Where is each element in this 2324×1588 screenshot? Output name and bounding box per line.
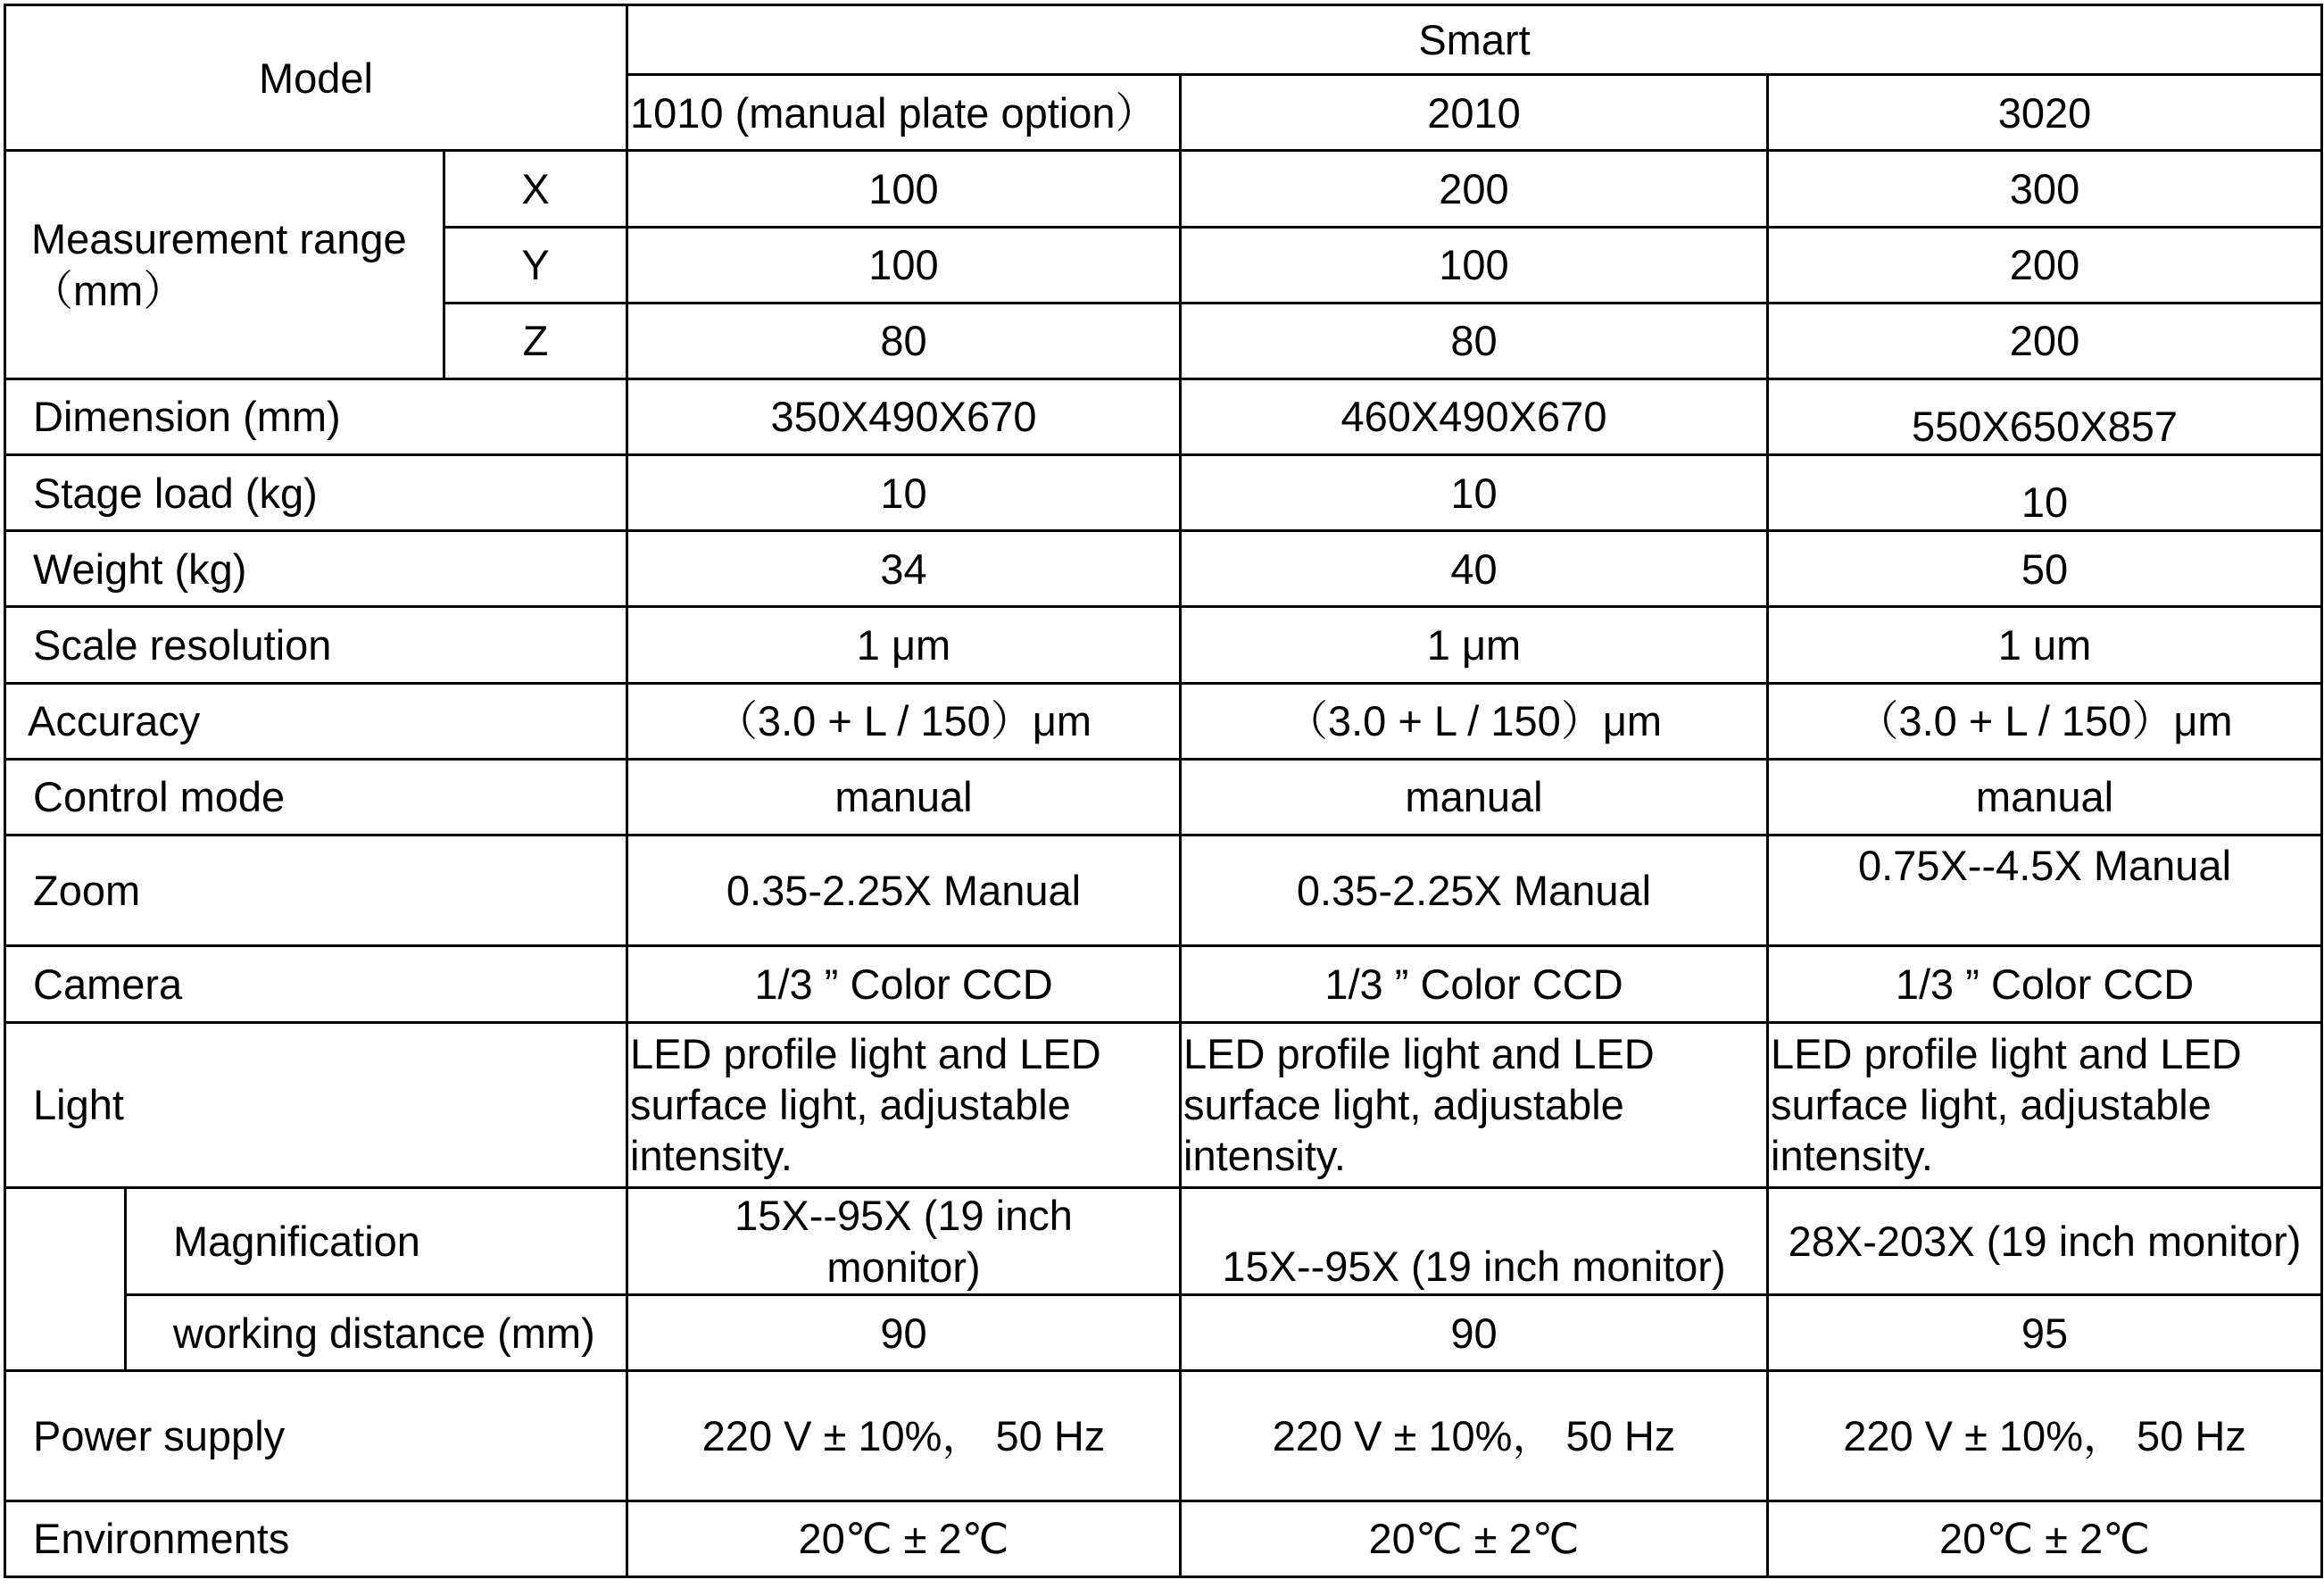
table-row bbox=[5, 1022, 2322, 1187]
model-3020-cell: 3020 bbox=[1768, 75, 2322, 151]
table-cell: （3.0 + L / 150）μm bbox=[1181, 683, 1768, 759]
table-row bbox=[5, 1501, 2322, 1576]
model-2010-cell: 2010 bbox=[1181, 75, 1768, 151]
table-cell: 95 bbox=[1768, 1295, 2322, 1371]
table-cell: 1 μm bbox=[627, 607, 1181, 683]
model-header-cell: Model bbox=[5, 5, 627, 151]
row-label: Camera bbox=[5, 946, 627, 1022]
table-cell: 1 μm bbox=[1181, 607, 1768, 683]
table-row bbox=[5, 455, 2322, 531]
table-cell: 10 bbox=[627, 455, 1181, 531]
table-cell: 15X--95X (19 inch monitor) bbox=[627, 1187, 1181, 1294]
table-cell: 200 bbox=[1768, 303, 2322, 378]
table-cell: 20℃ ± 2℃ bbox=[627, 1501, 1181, 1576]
header-row-series bbox=[5, 5, 2322, 75]
table-cell: （3.0 + L / 150）μm bbox=[627, 683, 1181, 759]
table-cell: 50 bbox=[1768, 531, 2322, 607]
axis-y-label: Y bbox=[444, 227, 627, 303]
table-row bbox=[5, 759, 2322, 835]
table-cell: 350X490X670 bbox=[627, 378, 1181, 454]
table-cell: manual bbox=[1181, 759, 1768, 835]
table-cell: 0.35-2.25X Manual bbox=[1181, 836, 1768, 946]
table-cell: 300 bbox=[1768, 151, 2322, 227]
table-cell: 80 bbox=[1181, 303, 1768, 378]
row-label: Accuracy bbox=[5, 683, 627, 759]
table-cell: 20℃ ± 2℃ bbox=[1181, 1501, 1768, 1576]
table-row bbox=[5, 531, 2322, 607]
table-row bbox=[5, 1295, 2322, 1371]
row-label: working distance (mm) bbox=[126, 1295, 627, 1371]
row-label: Control mode bbox=[5, 759, 627, 835]
axis-x-label: X bbox=[444, 151, 627, 227]
table-cell: 1/3 ” Color CCD bbox=[1181, 946, 1768, 1022]
table-row bbox=[5, 1187, 2322, 1294]
row-label: Environments bbox=[5, 1501, 627, 1576]
table-cell: manual bbox=[1768, 759, 2322, 835]
table-cell: 80 bbox=[627, 303, 1181, 378]
table-cell: 550X650X857 bbox=[1768, 378, 2322, 454]
optics-group-cell bbox=[5, 1187, 126, 1370]
table-cell: 15X--95X (19 inch monitor) bbox=[1181, 1187, 1768, 1294]
table-cell: 200 bbox=[1768, 227, 2322, 303]
model-1010-cell: 1010 (manual plate option） bbox=[627, 75, 1181, 151]
row-label: Zoom bbox=[5, 836, 627, 946]
measurement-range-label: Measurement range （mm） bbox=[5, 151, 444, 379]
table-cell: 20℃ ± 2℃ bbox=[1768, 1501, 2322, 1576]
spec-table bbox=[4, 4, 2323, 1578]
table-cell: 34 bbox=[627, 531, 1181, 607]
table-cell: 40 bbox=[1181, 531, 1768, 607]
table-cell: 0.35-2.25X Manual bbox=[627, 836, 1181, 946]
table-cell: 100 bbox=[627, 227, 1181, 303]
table-cell: 1/3 ” Color CCD bbox=[1768, 946, 2322, 1022]
table-row bbox=[5, 1371, 2322, 1501]
axis-z-label: Z bbox=[444, 303, 627, 378]
table-cell: 0.75X--4.5X Manual bbox=[1768, 836, 2322, 946]
table-cell: LED profile light and LED surface light, adjustable intensity. bbox=[1181, 1022, 1768, 1187]
table-cell: 220 V ± 10%， 50 Hz bbox=[1768, 1371, 2322, 1501]
table-cell: LED profile light and LED surface light, adjustable intensity. bbox=[1768, 1022, 2322, 1187]
table-cell: 100 bbox=[1181, 227, 1768, 303]
table-cell: 100 bbox=[627, 151, 1181, 227]
table-row bbox=[5, 378, 2322, 454]
table-row bbox=[5, 607, 2322, 683]
row-label: Stage load (kg) bbox=[5, 455, 627, 531]
table-row bbox=[5, 683, 2322, 759]
row-label: Scale resolution bbox=[5, 607, 627, 683]
table-cell: （3.0 + L / 150）μm bbox=[1768, 683, 2322, 759]
row-label: Magnification bbox=[126, 1187, 627, 1294]
row-label: Dimension (mm) bbox=[5, 378, 627, 454]
row-label: Light bbox=[5, 1022, 627, 1187]
table-cell: 10 bbox=[1768, 455, 2322, 531]
table-cell: manual bbox=[627, 759, 1181, 835]
table-cell: 90 bbox=[627, 1295, 1181, 1371]
table-row bbox=[5, 946, 2322, 1022]
table-cell: 220 V ± 10%， 50 Hz bbox=[1181, 1371, 1768, 1501]
table-cell: 220 V ± 10%， 50 Hz bbox=[627, 1371, 1181, 1501]
table-cell: 460X490X670 bbox=[1181, 378, 1768, 454]
table-cell: 28X-203X (19 inch monitor) bbox=[1768, 1187, 2322, 1294]
table-cell: 1 um bbox=[1768, 607, 2322, 683]
table-cell: 90 bbox=[1181, 1295, 1768, 1371]
series-header-cell: Smart bbox=[627, 5, 2322, 75]
table-cell: 1/3 ” Color CCD bbox=[627, 946, 1181, 1022]
table-row bbox=[5, 836, 2322, 946]
row-label: Weight (kg) bbox=[5, 531, 627, 607]
row-label: Power supply bbox=[5, 1371, 627, 1501]
table-cell: 10 bbox=[1181, 455, 1768, 531]
table-cell: 200 bbox=[1181, 151, 1768, 227]
table-cell: LED profile light and LED surface light, adjustable intensity. bbox=[627, 1022, 1181, 1187]
table-row bbox=[5, 151, 2322, 227]
